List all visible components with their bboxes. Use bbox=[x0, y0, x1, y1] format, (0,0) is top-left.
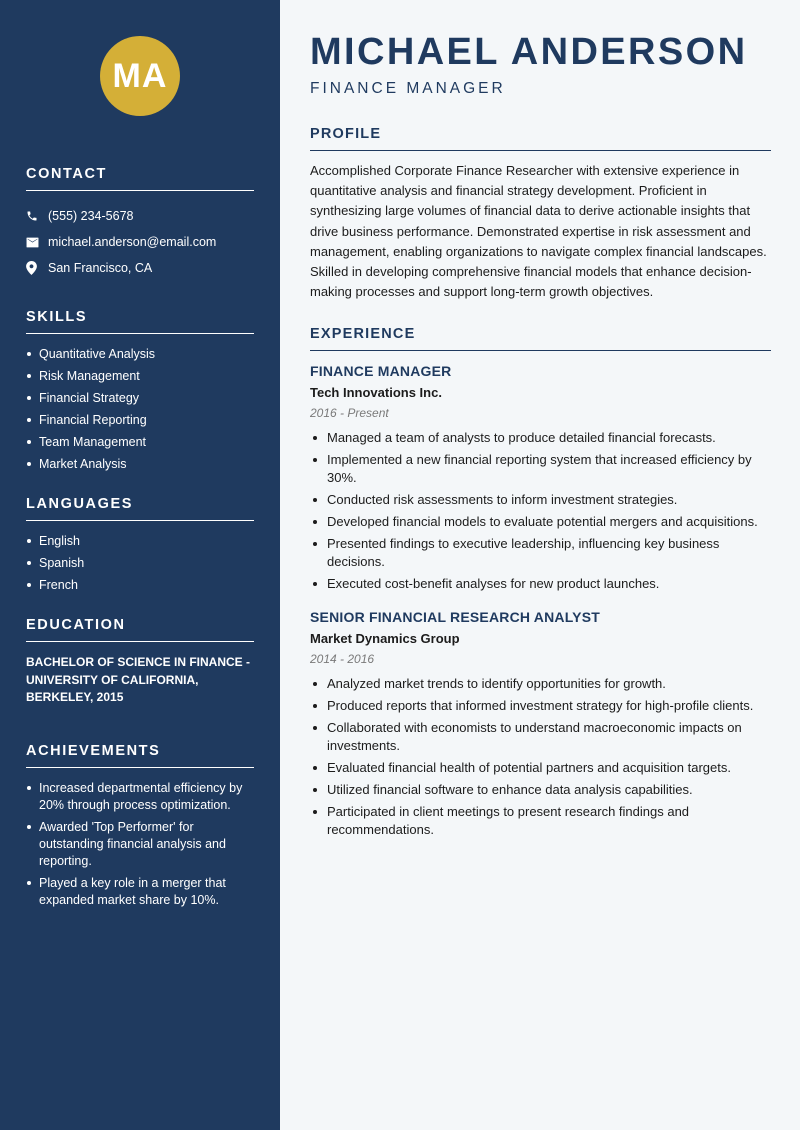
contact-email-text[interactable]: michael.anderson@email.com bbox=[48, 235, 217, 249]
language-item: Spanish bbox=[26, 555, 254, 571]
languages-heading: LANGUAGES bbox=[26, 496, 254, 521]
education-heading: EDUCATION bbox=[26, 617, 254, 642]
achievement-item: Increased departmental efficiency by 20% through process optimization. bbox=[26, 780, 254, 814]
avatar: MA bbox=[100, 36, 180, 116]
company-name: Market Dynamics Group bbox=[310, 631, 460, 647]
job-bullets bbox=[310, 675, 771, 839]
profile-heading: PROFILE bbox=[310, 126, 771, 151]
experience-heading: EXPERIENCE bbox=[310, 326, 771, 351]
main-content bbox=[280, 0, 800, 1130]
achievement-item: Awarded 'Top Performer' for outstanding financial analysis and reporting. bbox=[26, 819, 254, 870]
job-bullet: Utilized financial software to enhance data analysis capabilities. bbox=[310, 781, 771, 799]
email-icon bbox=[26, 237, 48, 248]
contact-phone bbox=[26, 203, 254, 229]
skills-section bbox=[26, 309, 254, 472]
job-bullet: Analyzed market trends to identify opportunities for growth. bbox=[310, 675, 771, 693]
job-dates: 2016 - Present bbox=[310, 406, 389, 421]
skill-item: Risk Management bbox=[26, 368, 254, 384]
profile-text: Accomplished Corporate Finance Researcher with extensive experience in quantitative analysis and financial strategy development. Proficient in synthesizing large volumes of financial data to derive actionable insights that drive business performance. Demonstrated expertise in risk assessment and management, enabling organizations to navigate complex financial landscapes. Skilled in developing comprehensive financial models that enhance decision-making processes and support long-term growth objectives. bbox=[310, 163, 767, 300]
skill-item: Financial Strategy bbox=[26, 390, 254, 406]
contact-phone-text[interactable]: (555) 234-5678 bbox=[48, 209, 134, 223]
skill-item: Quantitative Analysis bbox=[26, 346, 254, 362]
job-title: FINANCE MANAGER bbox=[310, 363, 452, 380]
languages-list bbox=[26, 533, 254, 593]
job-title-header: FINANCE MANAGER bbox=[310, 80, 506, 97]
skill-item: Market Analysis bbox=[26, 456, 254, 472]
job-bullet: Implemented a new financial reporting system that increased efficiency by 30%. bbox=[310, 451, 771, 487]
contact-email bbox=[26, 229, 254, 255]
skills-list bbox=[26, 346, 254, 472]
job-bullet: Evaluated financial health of potential partners and acquisition targets. bbox=[310, 759, 771, 777]
job-bullet: Developed financial models to evaluate potential mergers and acquisitions. bbox=[310, 513, 771, 531]
education-degree: BACHELOR OF SCIENCE IN FINANCE - UNIVERSITY OF CALIFORNIA, BERKELEY, 2015 bbox=[26, 655, 251, 704]
job-title: SENIOR FINANCIAL RESEARCH ANALYST bbox=[310, 609, 600, 626]
candidate-name: MICHAEL ANDERSON bbox=[310, 31, 748, 73]
education-section bbox=[26, 617, 254, 707]
achievements-list bbox=[26, 780, 254, 909]
sidebar bbox=[0, 0, 280, 1130]
job-bullets bbox=[310, 429, 771, 593]
skill-item: Financial Reporting bbox=[26, 412, 254, 428]
languages-section bbox=[26, 496, 254, 593]
job-entry bbox=[310, 609, 771, 839]
location-pin-icon bbox=[26, 261, 48, 275]
language-item: French bbox=[26, 577, 254, 593]
phone-icon bbox=[26, 210, 48, 222]
job-bullet: Produced reports that informed investment strategy for high-profile clients. bbox=[310, 697, 771, 715]
job-bullet: Participated in client meetings to present research findings and recommendations. bbox=[310, 803, 771, 839]
job-entry bbox=[310, 363, 771, 593]
job-bullet: Presented findings to executive leadership, influencing key business decisions. bbox=[310, 535, 771, 571]
skill-item: Team Management bbox=[26, 434, 254, 450]
job-dates: 2014 - 2016 bbox=[310, 652, 375, 667]
achievement-item: Played a key role in a merger that expanded market share by 10%. bbox=[26, 875, 254, 909]
skills-heading: SKILLS bbox=[26, 309, 254, 334]
achievements-heading: ACHIEVEMENTS bbox=[26, 743, 254, 768]
achievements-section bbox=[26, 743, 254, 909]
contact-location bbox=[26, 255, 254, 281]
job-bullet: Executed cost-benefit analyses for new product launches. bbox=[310, 575, 771, 593]
company-name: Tech Innovations Inc. bbox=[310, 385, 442, 401]
job-bullet: Managed a team of analysts to produce detailed financial forecasts. bbox=[310, 429, 771, 447]
contact-heading: CONTACT bbox=[26, 166, 254, 191]
language-item: English bbox=[26, 533, 254, 549]
contact-location-text: San Francisco, CA bbox=[48, 261, 153, 275]
job-bullet: Collaborated with economists to understand macroeconomic impacts on investments. bbox=[310, 719, 771, 755]
contact-section bbox=[26, 166, 254, 281]
job-bullet: Conducted risk assessments to inform investment strategies. bbox=[310, 491, 771, 509]
